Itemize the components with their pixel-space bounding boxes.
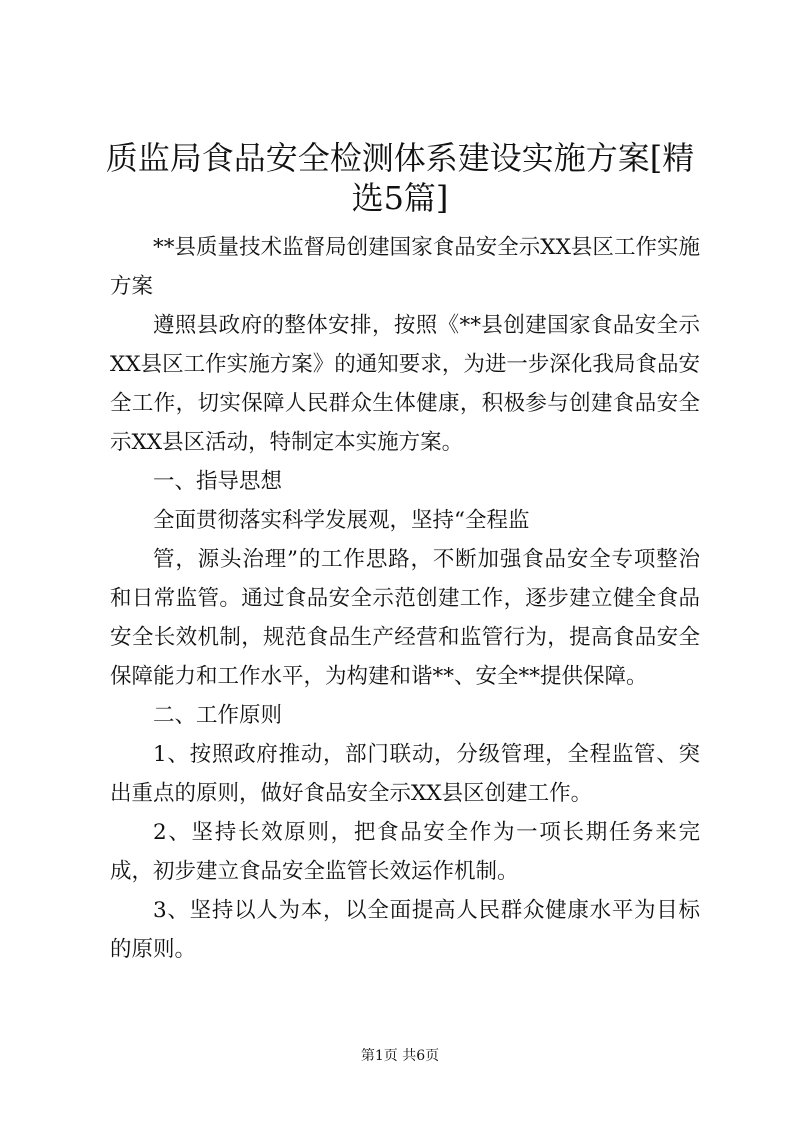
paragraph-3: 全面贯彻落实科学发展观，坚持“全程监: [153, 508, 530, 533]
paragraph-5: 1、按照政府推动，部门联动，分级管理，全程监管、突出重点的原则，做好食品安全示XX县区创建工作。: [110, 742, 700, 806]
section-heading-1: 一、指导思想: [153, 469, 283, 494]
document-title: 质监局食品安全检测体系建设实施方案[精选5篇]: [105, 139, 695, 217]
paragraph-6: 2、坚持长效原则，把食品安全作为一项长期任务来完成，初步建立食品安全监管长效运作机制。: [110, 820, 700, 884]
paragraph-1: **县质量技术监督局创建国家食品安全示XX县区工作实施方案: [110, 235, 700, 299]
paragraph-4: 管，源头治理”的工作思路，不断加强食品安全专项整治和日常监管。通过食品安全示范创建工作，逐步建立健全食品安全长效机制，规范食品生产经营和监管行为，提高食品安全保障能力和工作水平，为构建和谐**、安全**提供保障。: [110, 547, 700, 689]
section-heading-2: 二、工作原则: [153, 703, 283, 728]
paragraph-2: 遵照县政府的整体安排，按照《**县创建国家食品安全示XX县区工作实施方案》的通知要求，为进一步深化我局食品安全工作，切实保障人民群众生体健康，积极参与创建食品安全示XX县区活动，特制定本实施方案。: [110, 313, 700, 455]
paragraph-7: 3、坚持以人为本，以全面提高人民群众健康水平为目标的原则。: [110, 898, 700, 962]
page-footer: 第1页 共6页: [360, 1048, 440, 1064]
document-body: [110, 228, 700, 969]
